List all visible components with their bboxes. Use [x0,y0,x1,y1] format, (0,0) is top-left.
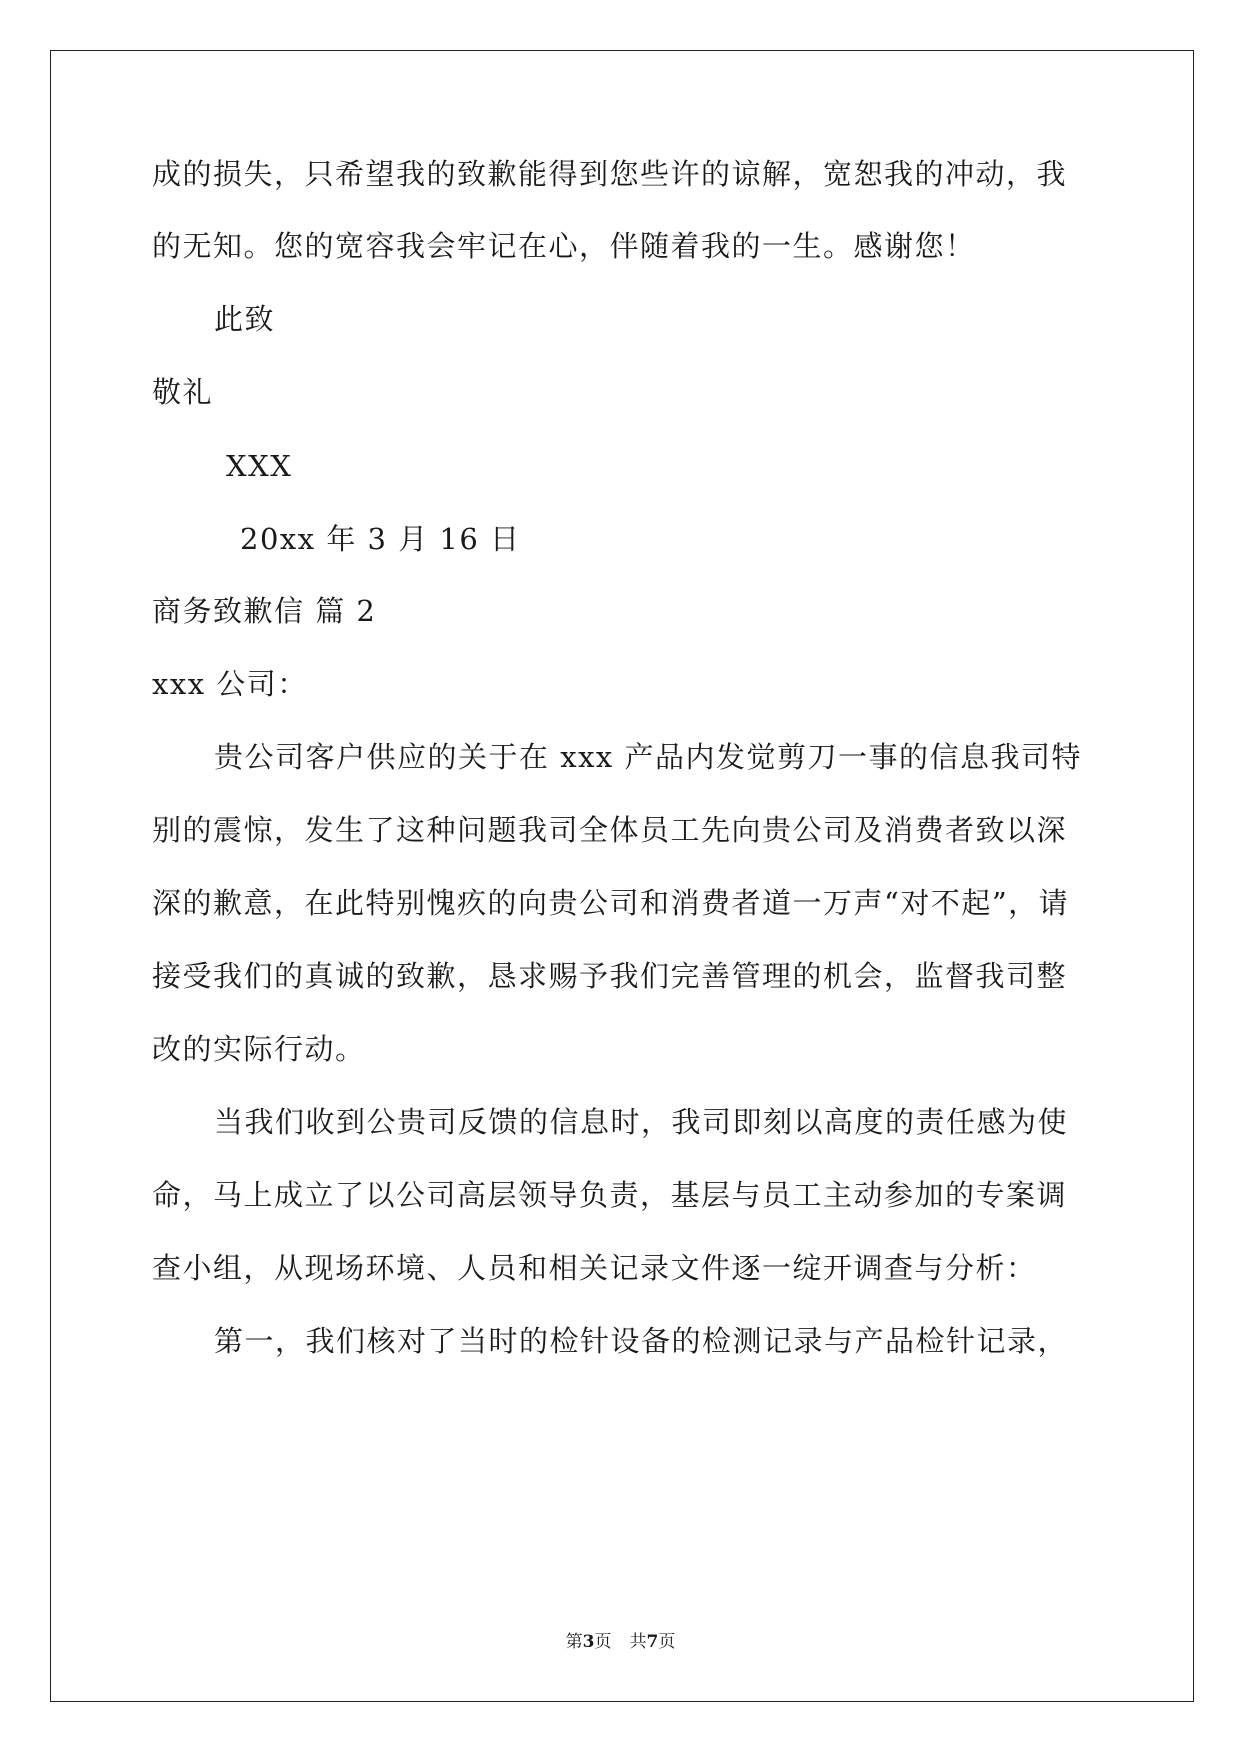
body-line-1: 成的损失，只希望我的致歉能得到您些许的谅解，宽恕我的冲动，我 [152,157,1068,191]
total-suffix: 页 [658,1632,676,1652]
body-line-8: 当我们收到公贵司反馈的信息时，我司即刻以高度的责任感为使 [214,1105,1069,1139]
body-line-3: 贵公司客户供应的关于在 xxx 产品内发觉剪刀一事的信息我司特 [214,740,1083,774]
current-page-number: 3 [582,1632,595,1652]
closing-regards: 敬礼 [152,375,214,409]
closing-salutation: 此致 [214,302,276,336]
page-suffix: 页 [594,1632,612,1652]
signature-name: XXX [226,449,293,483]
body-line-2: 的无知。您的宽容我会牢记在心，伴随着我的一生。感谢您！ [152,229,976,263]
body-line-9: 命，马上成立了以公司高层领导负责，基层与员工主动参加的专案调 [152,1178,1068,1212]
recipient: xxx 公司： [152,667,308,701]
signature-date: 20xx 年 3 月 16 日 [240,522,521,556]
body-line-10: 查小组，从现场环境、人员和相关记录文件逐一绽开调查与分析： [152,1251,1037,1285]
body-line-11: 第一，我们核对了当时的检针设备的检测记录与产品检针记录， [214,1324,1069,1358]
section-heading: 商务致歉信 篇 2 [152,594,377,628]
page-border [50,50,1194,1702]
body-line-6: 接受我们的真诚的致歉，恳求赐予我们完善管理的机会，监督我司整 [152,959,1068,993]
total-prefix: 共 [629,1632,647,1652]
total-page-number: 7 [646,1632,659,1652]
page-prefix: 第 [565,1632,583,1652]
body-line-5: 深的歉意，在此特别愧疚的向贵公司和消费者道一万声“对不起”，请 [152,886,1070,920]
body-line-7: 改的实际行动。 [152,1032,366,1066]
body-line-4: 别的震惊，发生了这种问题我司全体员工先向贵公司及消费者致以深 [152,813,1068,847]
page-footer [0,1630,1241,1654]
